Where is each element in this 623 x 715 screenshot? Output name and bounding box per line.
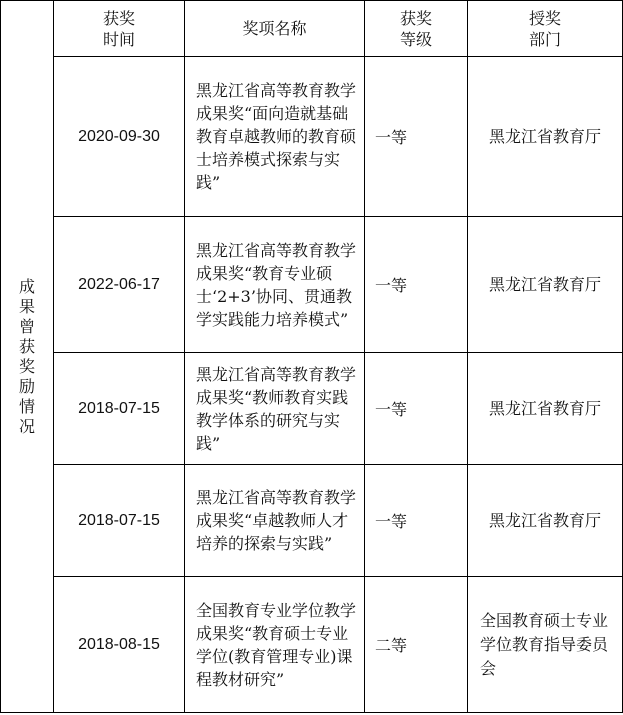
- header-award-time-line2: 时间: [102, 29, 135, 49]
- table-row: [1, 577, 623, 713]
- award-dept: 黑龙江省教育厅: [468, 217, 623, 353]
- header-award-time: [54, 1, 185, 57]
- header-award-time-line1: 获奖: [102, 8, 135, 28]
- award-name: 黑龙江省高等教育教学成果奖“面向造就基础教育卓越教师的教育硕士培养模式探索与实践”: [185, 57, 365, 217]
- header-award-dept-line1: 授奖: [528, 8, 561, 28]
- award-name: 黑龙江省高等教育教学成果奖“卓越教师人才培养的探索与实践”: [185, 465, 365, 577]
- award-dept: 全国教育硕士专业学位教育指导委员会: [468, 577, 623, 713]
- award-level: 一等: [365, 353, 468, 465]
- award-level: 一等: [365, 465, 468, 577]
- table-row: [1, 465, 623, 577]
- award-dept: 黑龙江省教育厅: [468, 465, 623, 577]
- section-label-cell: [1, 1, 54, 713]
- award-name: 全国教育专业学位教学成果奖“教育硕士专业学位(教育管理专业)课程教材研究”: [185, 577, 365, 713]
- header-award-level-line2: 等级: [399, 29, 432, 49]
- award-name: 黑龙江省高等教育教学成果奖“教育专业硕士‘2+3’协同、贯通教学实践能力培养模式”: [185, 217, 365, 353]
- award-level: 一等: [365, 57, 468, 217]
- award-dept: 黑龙江省教育厅: [468, 353, 623, 465]
- award-level: 一等: [365, 217, 468, 353]
- header-award-dept-line2: 部门: [528, 29, 561, 49]
- award-dept: 黑龙江省教育厅: [468, 57, 623, 217]
- award-date: 2018-07-15: [54, 465, 185, 577]
- table-row: [1, 353, 623, 465]
- table-row: [1, 57, 623, 217]
- award-date: 2018-08-15: [54, 577, 185, 713]
- header-award-dept: [468, 1, 623, 57]
- header-award-name: 奖项名称: [185, 1, 365, 57]
- header-award-level: [365, 1, 468, 57]
- header-award-level-line1: 获奖: [399, 8, 432, 28]
- section-label: 成果曾获奖励情况: [19, 276, 36, 436]
- header-row: [1, 1, 623, 57]
- award-name: 黑龙江省高等教育教学成果奖“教师教育实践教学体系的研究与实践”: [185, 353, 365, 465]
- award-date: 2022-06-17: [54, 217, 185, 353]
- award-date: 2020-09-30: [54, 57, 185, 217]
- table-row: [1, 217, 623, 353]
- award-level: 二等: [365, 577, 468, 713]
- award-date: 2018-07-15: [54, 353, 185, 465]
